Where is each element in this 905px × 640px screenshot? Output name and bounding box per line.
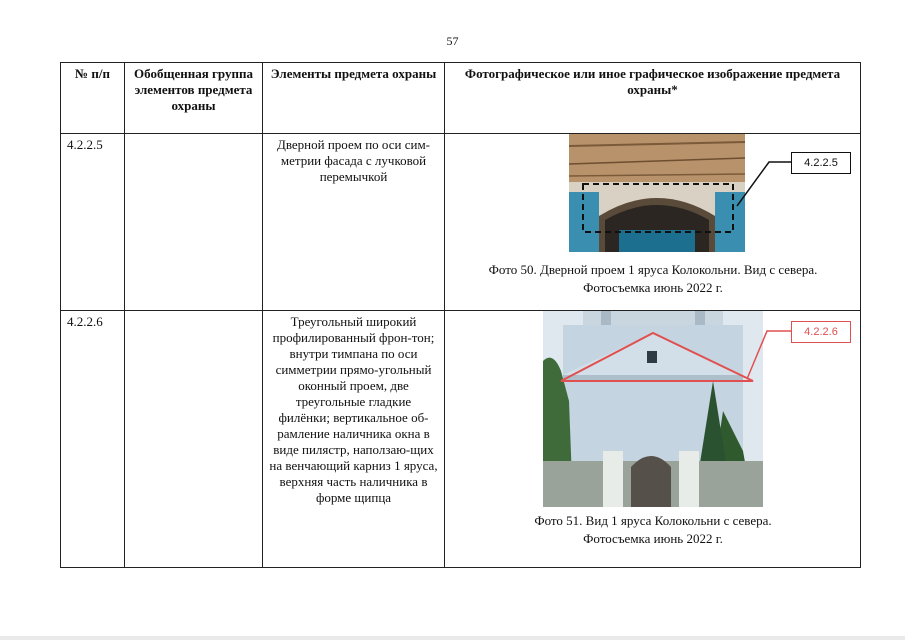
photo-marker-label: 4.2.2.5	[791, 152, 851, 174]
door-photo-image	[569, 134, 745, 252]
photo-caption-line2: Фотосъемка июнь 2022 г.	[583, 531, 723, 546]
table-row	[61, 134, 861, 311]
photo-caption-line1: Фото 51. Вид 1 яруса Колокольни с севера.	[534, 513, 772, 528]
row-group	[125, 134, 263, 311]
scan-edge	[0, 636, 905, 640]
header-photo: Фотографическое или иное графическое изображение предмета охраны*	[445, 63, 861, 134]
photo-caption-line1: Фото 50. Дверной проем 1 яруса Колокольни. Вид с севера.	[488, 262, 818, 277]
row-number: 4.2.2.6	[61, 311, 125, 568]
header-elements: Элементы предмета охраны	[263, 63, 445, 134]
row-element: Треугольный широкий профилированный фрон-тон; внутри тимпана по оси симметрии прямо-угольный оконный проем, две треугольные гладкие филёнки; вертикальное об-рамление наличника окна в виде пилястр, наползаю-щих на венчающий карниз 1 яруса, верхняя часть наличника в форме щипца	[263, 311, 445, 568]
bell-tower-photo-image	[543, 311, 763, 507]
table-header-row	[61, 63, 861, 134]
row-element: Дверной проем по оси сим-метрии фасада с лучковой перемычкой	[263, 134, 445, 311]
marker-leader-line	[735, 160, 795, 210]
header-number: № п/п	[61, 63, 125, 134]
row-group	[125, 311, 263, 568]
bell-tower-photo	[543, 311, 763, 507]
photo-marker-label: 4.2.2.6	[791, 321, 851, 343]
row-photo-cell	[445, 134, 861, 311]
header-group: Обобщенная группа элементов предмета охраны	[125, 63, 263, 134]
page-number: 57	[446, 34, 459, 48]
row-number: 4.2.2.5	[61, 134, 125, 311]
protection-table	[60, 62, 861, 568]
marker-leader-line	[745, 329, 795, 383]
door-photo	[569, 134, 745, 252]
table-row	[61, 311, 861, 568]
row-photo-cell	[445, 311, 861, 568]
photo-caption-line2: Фотосъемка июнь 2022 г.	[583, 280, 723, 295]
